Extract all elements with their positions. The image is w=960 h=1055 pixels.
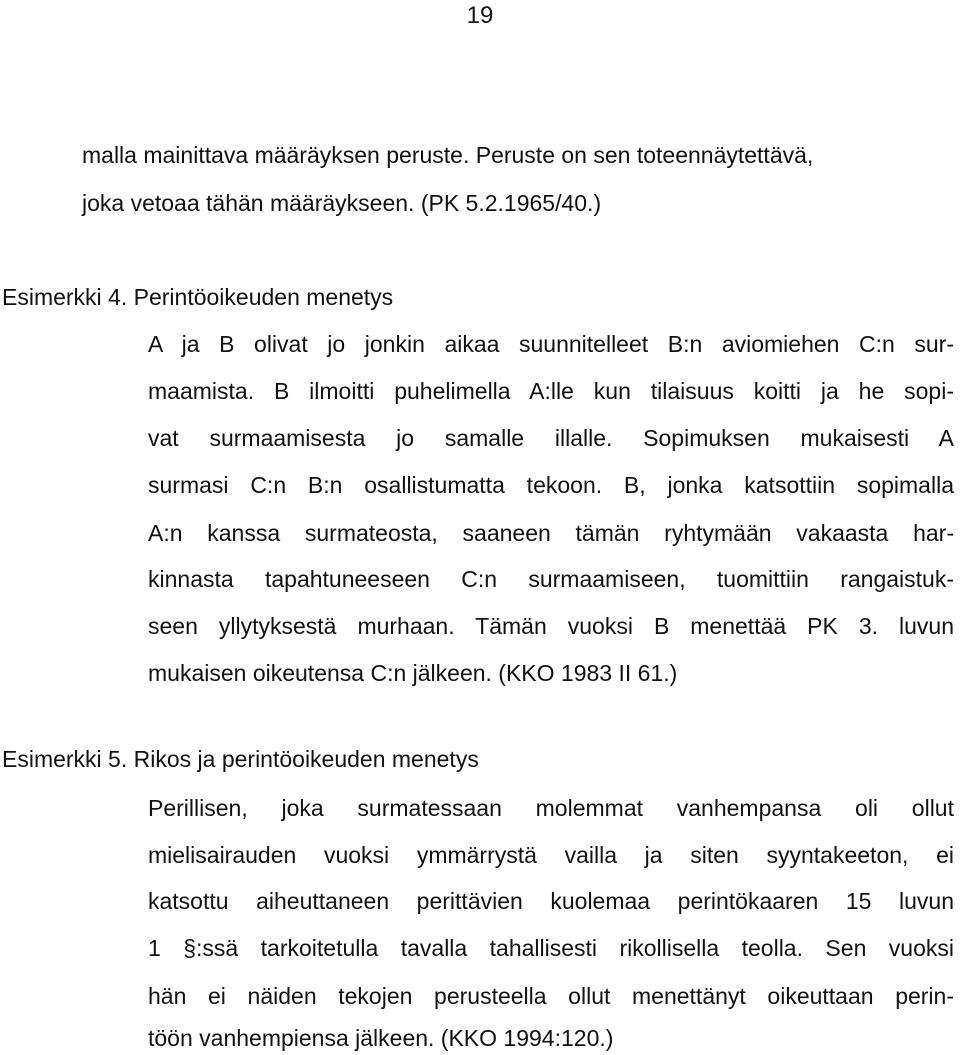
example4-line: A:n kanssa surmateosta, saaneen tämän ryhtymään vakaasta har- bbox=[148, 520, 954, 546]
example5-line: mielisairauden vuoksi ymmärrystä vailla ja siten syyntakeeton, ei bbox=[148, 842, 954, 868]
example5-line: hän ei näiden tekojen perusteella ollut menettänyt oikeuttaan perin- bbox=[148, 983, 954, 1009]
example5-line: katsottu aiheuttaneen perittävien kuolemaa perintökaaren 15 luvun bbox=[148, 888, 954, 914]
example4-heading: Esimerkki 4. Perintöoikeuden menetys bbox=[2, 284, 394, 310]
example4-line: maamista. B ilmoitti puhelimella A:lle kun tilaisuus koitti ja he sopi- bbox=[148, 378, 954, 404]
example4-line: vat surmaamisesta jo samalle illalle. Sopimuksen mukaisesti A bbox=[148, 425, 954, 451]
example4-line: kinnasta tapahtuneeseen C:n surmaamiseen, tuomittiin rangaistuk- bbox=[148, 566, 954, 592]
example5-heading: Esimerkki 5. Rikos ja perintöoikeuden menetys bbox=[2, 746, 479, 772]
example4-line: seen yllytyksestä murhaan. Tämän vuoksi B menettää PK 3. luvun bbox=[148, 613, 954, 639]
intro-line: malla mainittava määräyksen peruste. Peruste on sen toteennäytettävä, bbox=[82, 142, 814, 168]
example5-line: Perillisen, joka surmatessaan molemmat vanhempansa oli ollut bbox=[148, 795, 954, 821]
example5-line: 1 §:ssä tarkoitetulla tavalla tahallisesti rikollisella teolla. Sen vuoksi bbox=[148, 935, 954, 961]
example5-line: töön vanhempiensa jälkeen. (KKO 1994:120.) bbox=[148, 1025, 614, 1051]
example4-line: surmasi C:n B:n osallistumatta tekoon. B, jonka katsottiin sopimalla bbox=[148, 472, 954, 498]
example4-line: mukaisen oikeutensa C:n jälkeen. (KKO 1983 II 61.) bbox=[148, 660, 678, 686]
intro-line: joka vetoaa tähän määräykseen. (PK 5.2.1965/40.) bbox=[82, 190, 602, 216]
page-number: 19 bbox=[466, 2, 494, 29]
example4-line: A ja B olivat jo jonkin aikaa suunnitelleet B:n aviomiehen C:n sur- bbox=[148, 331, 954, 357]
